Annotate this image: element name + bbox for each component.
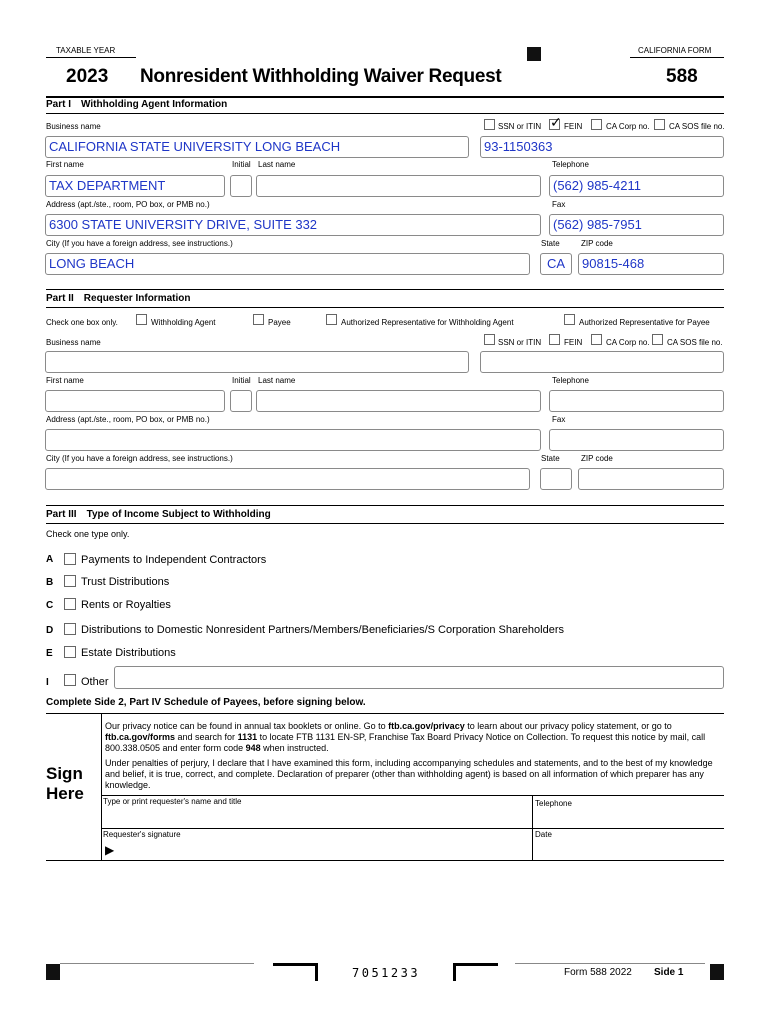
p1-id-number-value: 93-1150363 [484,139,553,154]
p2-check-one-label: Check one box only. [46,318,118,327]
registration-mark [527,47,541,61]
p3-other-field[interactable] [114,666,724,689]
sign-telephone-field[interactable] [533,810,723,828]
p1-state-label: State [541,239,560,248]
p3-d-label: Distributions to Domestic Nonresident Partners/Members/Beneficiaries/S Corporation Shareholders [81,624,564,636]
requester-signature-label: Requester's signature [103,830,181,839]
p3-b-label: Trust Distributions [81,576,170,588]
p1-ssn-label: SSN or ITIN [498,122,542,131]
p2-business-name-label: Business name [46,338,101,347]
barcode-number: 7051233 [352,966,421,980]
p1-first-name-value: TAX DEPARTMENT [49,178,166,193]
p3-letter-d: D [46,625,54,636]
p3-d-checkbox[interactable] [64,623,76,635]
p3-letter-e: E [46,648,53,659]
p2-payee-label: Payee [268,318,291,327]
p2-initial-field[interactable] [230,390,252,412]
part3-label: Part III [46,509,77,520]
requester-signature-field[interactable] [120,840,530,860]
p1-sos-label: CA SOS file no. [669,122,725,131]
p2-first-name-label: First name [46,376,84,385]
part1-heading [46,99,227,110]
part2-heading [46,293,190,304]
p1-first-name-label: First name [46,160,84,169]
part3-title: Type of Income Subject to Withholding [86,509,271,520]
p2-telephone-field[interactable] [549,390,724,412]
form-title: Nonresident Withholding Waiver Request [140,66,502,87]
part2-title: Requester Information [83,293,191,304]
p3-c-label: Rents or Royalties [81,599,171,611]
p2-auth-rep-payee-label: Authorized Representative for Payee [579,318,710,327]
p1-address-label: Address (apt./ste., room, PO box, or PMB no.) [46,200,210,209]
p3-a-checkbox[interactable] [64,553,76,565]
p2-sos-checkbox[interactable] [652,334,663,345]
sign-heading-line2: Here [46,784,84,803]
p2-zip-label: ZIP code [581,454,613,463]
requester-name-label: Type or print requester's name and title [103,797,242,806]
p2-telephone-label: Telephone [552,376,589,385]
p3-other-label: Other [81,676,109,688]
p2-fax-label: Fax [552,415,566,424]
p3-c-checkbox[interactable] [64,598,76,610]
p2-zip-field[interactable] [578,468,724,490]
p2-fax-field[interactable] [549,429,724,451]
footer-form-label: Form 588 2022 [564,967,632,978]
p2-auth-rep-payee-checkbox[interactable] [564,314,575,325]
form-number: 588 [666,66,698,87]
california-form-label: CALIFORNIA FORM [638,46,712,55]
privacy-notice: Our privacy notice can be found in annual tax booklets or online. Go to ftb.ca.gov/privacy to learn about our privacy policy statement, or go to ftb.ca.gov/forms and search for 1131 to locate FTB 1131 EN-SP, Franchise Tax Board Privacy Notice on Collection. To request this notice by mail, call 800.338.0505 and enter form code 948 when instructed. [105,721,706,753]
footer-bracket-right [453,963,498,981]
p2-ssn-checkbox[interactable] [484,334,495,345]
p3-letter-a: A [46,554,54,565]
footer-bracket-left [273,963,318,981]
p2-state-label: State [541,454,560,463]
sign-heading [46,764,84,804]
tax-year: 2023 [66,66,109,87]
taxable-year-label: TAXABLE YEAR [56,46,116,55]
p2-corp-checkbox[interactable] [591,334,602,345]
p2-fein-checkbox[interactable] [549,334,560,345]
p1-initial-label: Initial [232,160,251,169]
footer-mark-left [46,964,60,980]
p2-auth-rep-agent-label: Authorized Representative for Withholding Agent [341,318,514,327]
p1-business-name-value: CALIFORNIA STATE UNIVERSITY LONG BEACH [49,139,341,154]
p1-fax-label: Fax [552,200,566,209]
p1-city-value: LONG BEACH [49,256,135,271]
p2-last-name-field[interactable] [256,390,541,412]
p2-business-name-field[interactable] [45,351,469,373]
p2-address-field[interactable] [45,429,541,451]
instruction-text: Complete Side 2, Part IV Schedule of Payees, before signing below. [46,697,366,708]
p1-zip-label: ZIP code [581,239,613,248]
p1-business-name-label: Business name [46,122,101,131]
footer-mark-right [710,964,724,980]
p1-zip-value: 90815-468 [582,256,645,271]
sign-date-field[interactable] [533,840,723,860]
p3-letter-c: C [46,600,54,611]
perjury-declaration: Under penalties of perjury, I declare that I have examined this form, including accompanying schedules and statements, and to the best of my knowledge and belief, it is true, correct, and complete. Declaration of preparer (other than withholding agent) is based on all information of which preparer has any knowledge. [105,758,713,790]
p3-other-checkbox[interactable] [64,674,76,686]
sign-telephone-label: Telephone [535,799,572,808]
p1-city-label: City (If you have a foreign address, see instructions.) [46,239,233,248]
p3-letter-i: I [46,677,49,688]
p1-state-value: CA [547,256,566,271]
p1-telephone-value: (562) 985-4211 [553,178,641,193]
p1-initial-field[interactable] [230,175,252,197]
p1-ssn-checkbox[interactable] [484,119,495,130]
p2-last-name-label: Last name [258,376,296,385]
p3-a-label: Payments to Independent Contractors [81,554,267,566]
p1-sos-checkbox[interactable] [654,119,665,130]
p2-first-name-field[interactable] [45,390,225,412]
p2-fein-label: FEIN [564,338,583,347]
p1-fein-label: FEIN [564,122,583,131]
p3-letter-b: B [46,577,54,588]
p3-b-checkbox[interactable] [64,575,76,587]
forms-link[interactable]: ftb.ca.gov/forms [105,732,176,742]
sign-date-label: Date [535,830,552,839]
p2-corp-label: CA Corp no. [606,338,650,347]
p2-city-label: City (If you have a foreign address, see instructions.) [46,454,233,463]
p3-check-one-label: Check one type only. [46,529,130,539]
p2-id-number-field[interactable] [480,351,724,373]
p2-auth-rep-agent-checkbox[interactable] [326,314,337,325]
part1-title: Withholding Agent Information [81,99,228,110]
p2-initial-label: Initial [232,376,251,385]
p2-city-field[interactable] [45,468,530,490]
p1-corp-checkbox[interactable] [591,119,602,130]
p1-last-name-field[interactable] [256,175,541,197]
p1-fein-checkbox[interactable] [549,119,560,130]
p2-sos-label: CA SOS file no. [667,338,723,347]
privacy-link[interactable]: ftb.ca.gov/privacy [388,721,465,731]
p2-state-field[interactable] [540,468,572,490]
signature-arrow: ▶ [105,843,115,857]
p2-address-label: Address (apt./ste., room, PO box, or PMB no.) [46,415,210,424]
p1-address-value: 6300 STATE UNIVERSITY DRIVE, SUITE 332 [49,217,318,232]
part3-heading [46,509,271,520]
p2-ssn-label: SSN or ITIN [498,338,542,347]
p1-last-name-label: Last name [258,160,296,169]
p1-corp-label: CA Corp no. [606,122,650,131]
p2-withholding-agent-label: Withholding Agent [151,318,216,327]
requester-name-field[interactable] [102,808,532,828]
p1-fax-value: (562) 985-7951 [553,217,642,232]
p1-telephone-label: Telephone [552,160,589,169]
p2-payee-checkbox[interactable] [253,314,264,325]
footer-side-label: Side 1 [654,967,684,978]
part2-label: Part II [46,293,74,304]
p3-e-checkbox[interactable] [64,646,76,658]
part1-label: Part I [46,99,72,110]
p3-e-label: Estate Distributions [81,647,176,659]
sign-heading-line1: Sign [46,764,83,783]
p2-withholding-agent-checkbox[interactable] [136,314,147,325]
